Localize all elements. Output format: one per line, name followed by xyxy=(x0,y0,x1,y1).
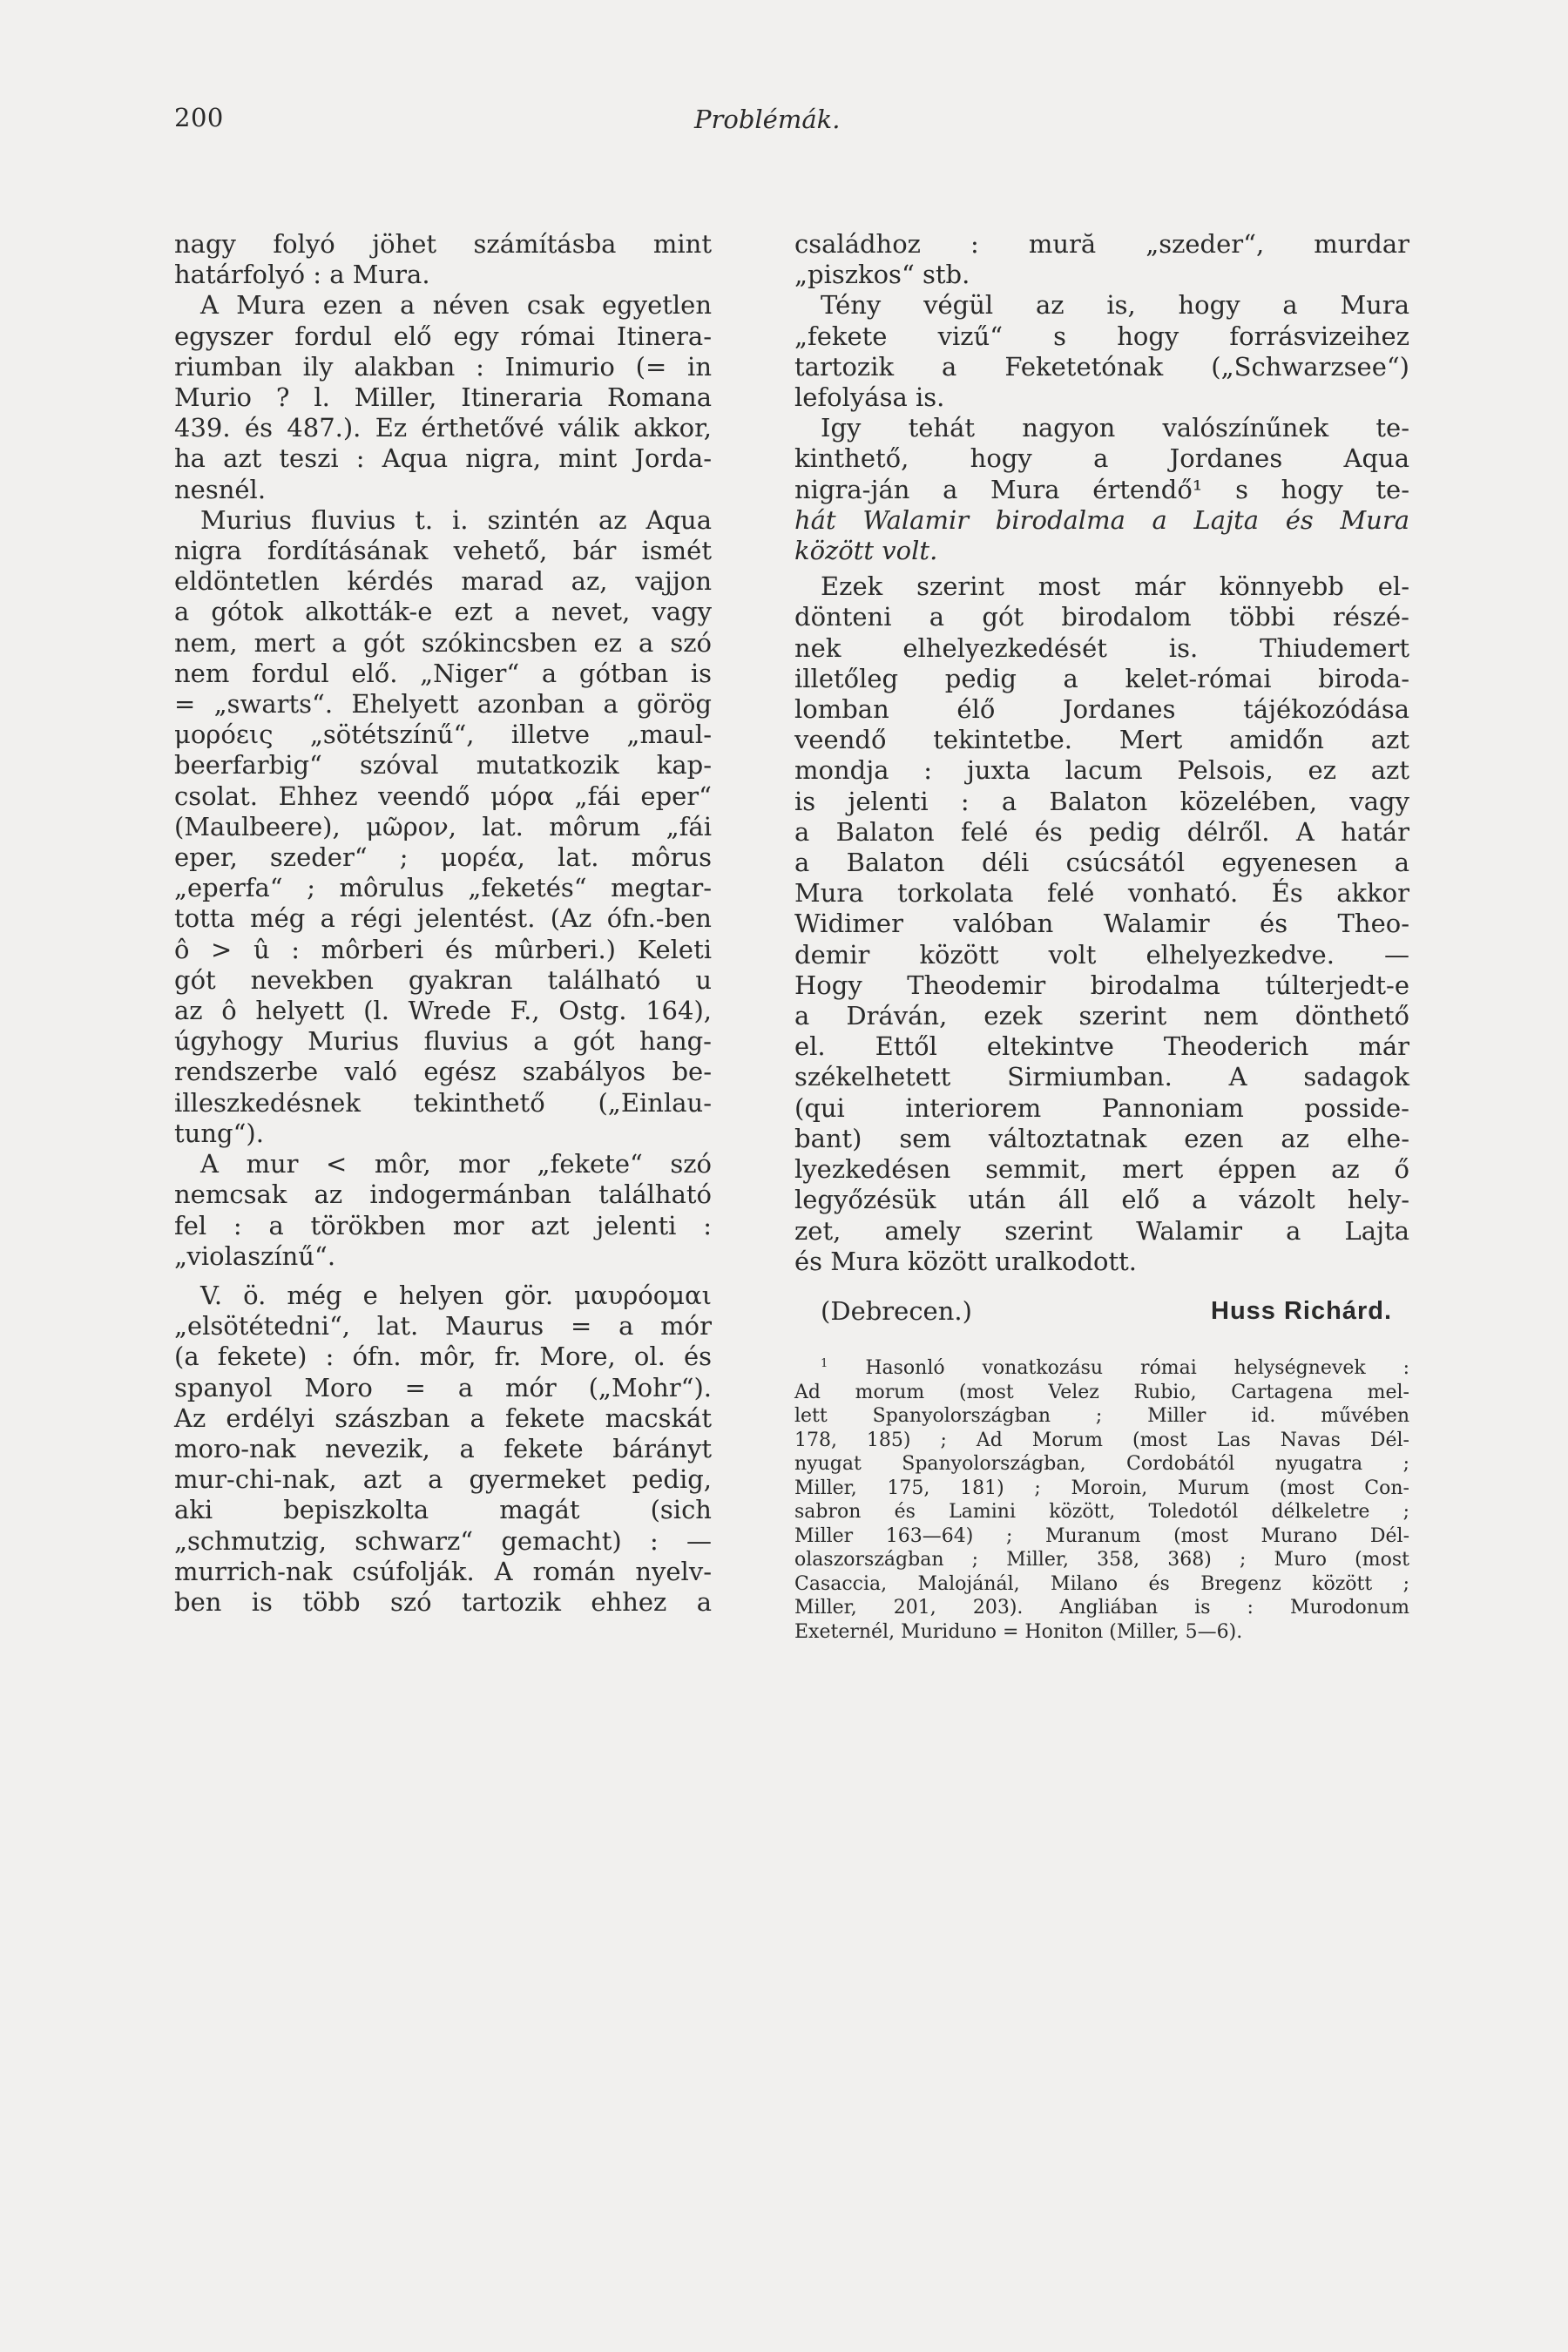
footnote-line: lett Spanyolországban ; Miller id. művében xyxy=(794,1405,1409,1428)
text-line: lefolyása is. xyxy=(794,382,945,413)
footnote xyxy=(794,1356,1409,1644)
text-line: 439. és 487.). Ez érthetővé válik akkor, xyxy=(174,413,712,443)
text-line: „eperfa“ ; môrulus „feketés“ megtar- xyxy=(174,873,712,903)
text-line: a gótok alkották-e ezt a nevet, vagy xyxy=(174,597,712,627)
text-line: is jelenti : a Balaton közelében, vagy xyxy=(794,786,1409,816)
left-column xyxy=(174,229,712,1618)
text-line: Igy tehát nagyon valószínűnek te- xyxy=(821,413,1409,443)
text-line: (Maulbeere), μῶρον, lat. môrum „fái xyxy=(174,811,712,841)
text-line: zet, amely szerint Walamir a Lajta xyxy=(794,1215,1409,1246)
text-line: csolat. Ehhez veendő μόρα „fái eper“ xyxy=(174,781,712,811)
signature-author: Huss Richárd. xyxy=(1211,1296,1392,1325)
footnote-line xyxy=(794,1356,1409,1381)
text-line: Az erdélyi szászban a fekete macskát xyxy=(174,1402,712,1433)
text-line: nagy folyó jöhet számításba mint xyxy=(174,229,712,259)
text-line: nigra fordításának vehető, bár ismét xyxy=(174,536,712,566)
signature xyxy=(794,1296,1409,1327)
text-line: legyőzésük után áll elő a vázolt hely- xyxy=(794,1185,1409,1215)
text-line: = „swarts“. Ehelyett azonban a görög xyxy=(174,689,712,720)
text-line: μορόεις „sötétszínű“, illetve „maul- xyxy=(174,720,712,750)
footnote-line: nyugat Spanyolországban, Cordobától nyugatra ; xyxy=(794,1453,1409,1476)
text-line: a Dráván, ezek szerint nem dönthető xyxy=(794,1001,1409,1031)
text-line: ô > û : môrberi és mûrberi.) Keleti xyxy=(174,934,712,964)
signature-place: (Debrecen.) xyxy=(821,1295,972,1326)
footnote-line: olaszországban ; Miller, 358, 368) ; Muro (most xyxy=(794,1549,1409,1571)
footnote-line: 178, 185) ; Ad Morum (most Las Navas Dél- xyxy=(794,1429,1409,1451)
text-line: „fekete vizű“ s hogy forrásvizeihez xyxy=(794,321,1409,351)
text-line: lomban élő Jordanes tájékozódása xyxy=(794,694,1409,725)
text-line: gót nevekben gyakran található u xyxy=(174,964,712,995)
text-line: moro-nak nevezik, a fekete bárányt xyxy=(174,1433,712,1463)
footnote-line: Miller, 201, 203). Angliában is : Murodonum xyxy=(794,1597,1409,1619)
footnote-line: Ad morum (most Velez Rubio, Cartagena mel- xyxy=(794,1381,1409,1403)
page-header xyxy=(0,103,1568,138)
text-line: hát Walamir birodalma a Lajta és Mura xyxy=(794,504,1409,535)
text-line: „elsötétedni“, lat. Maurus = a mór xyxy=(174,1311,712,1342)
text-line: és Mura között uralkodott. xyxy=(794,1246,1137,1276)
text-line: dönteni a gót birodalom többi részé- xyxy=(794,602,1409,632)
footnote-line: Miller, 175, 181) ; Moroin, Murum (most Con- xyxy=(794,1477,1409,1499)
text-line: ben is több szó tartozik ehhez a xyxy=(174,1586,712,1617)
text-line: eldöntetlen kérdés marad az, vajjon xyxy=(174,566,712,597)
text-line: nem, mert a gót szókincsben ez a szó xyxy=(174,627,712,658)
text-line: a Balaton felé és pedig délről. A határ xyxy=(794,816,1409,847)
text-line: beerfarbig“ szóval mutatkozik kap- xyxy=(174,750,712,781)
text-line: aki bepiszkolta magát (sich xyxy=(174,1495,712,1525)
text-line: eper, szeder“ ; μορέα, lat. môrus xyxy=(174,842,712,873)
running-title: Problémák. xyxy=(694,105,841,134)
text-line: A mur < môr, mor „fekete“ szó xyxy=(200,1149,712,1179)
text-line: Tény végül az is, hogy a Mura xyxy=(821,290,1409,321)
text-line: Widimer valóban Walamir és Theo- xyxy=(794,909,1409,939)
text-line: fel : a törökben mor azt jelenti : xyxy=(174,1210,712,1240)
text-line: murrich-nak csúfolják. A román nyelv- xyxy=(174,1556,712,1586)
text-line: egyszer fordul elő egy római Itinera- xyxy=(174,321,712,351)
footnote-line: Miller 163—64) ; Muranum (most Murano Dél- xyxy=(794,1524,1409,1547)
text-line: totta még a régi jelentést. (Az ófn.-ben xyxy=(174,903,712,934)
text-line: mondja : juxta lacum Pelsois, ez azt xyxy=(794,755,1409,786)
text-line: bant) sem változtatnak ezen az elhe- xyxy=(794,1123,1409,1153)
text-line: riumban ily alakban : Inimurio (= in xyxy=(174,351,712,382)
text-line: (qui interiorem Pannoniam posside- xyxy=(794,1092,1409,1123)
text-line: Mura torkolata felé vonható. És akkor xyxy=(794,878,1409,909)
text-line: A Mura ezen a néven csak egyetlen xyxy=(200,290,712,321)
text-line: nesnél. xyxy=(174,474,267,504)
text-line: Hogy Theodemir birodalma túlterjedt-e xyxy=(794,970,1409,1000)
footnote-line: Casaccia, Malojánál, Milano és Bregenz között ; xyxy=(794,1572,1409,1595)
footnote-line: Exeternél, Muriduno = Honiton (Miller, 5—6). xyxy=(794,1620,1243,1643)
footnote-marker: 1 xyxy=(821,1357,828,1371)
footnote-line: sabron és Lamini között, Toledotól délkeletre ; xyxy=(794,1501,1409,1524)
text-line: az ô helyett (l. Wrede F., Ostg. 164), xyxy=(174,996,712,1026)
text-line: veendő tekintetbe. Mert amidőn azt xyxy=(794,725,1409,755)
text-line: „schmutzig, schwarz“ gemacht) : — xyxy=(174,1525,712,1556)
text-line: Ezek szerint most már könnyebb el- xyxy=(821,571,1409,602)
text-line: el. Ettől eltekintve Theoderich már xyxy=(794,1031,1409,1062)
text-line: V. ö. még e helyen gör. μαυρόομαι xyxy=(200,1280,712,1310)
text-line: székelhetett Sirmiumban. A sadagok xyxy=(794,1062,1409,1092)
text-line: családhoz : mură „szeder“, murdar xyxy=(794,229,1409,259)
text-line: nemcsak az indogermánban található xyxy=(174,1179,712,1210)
text-line: a Balaton déli csúcsától egyenesen a xyxy=(794,848,1409,878)
text-line: (a fekete) : ófn. môr, fr. More, ol. és xyxy=(174,1342,712,1372)
text-line: illeszkedésnek tekinthető („Einlau- xyxy=(174,1087,712,1118)
text-line: Murius fluvius t. i. szintén az Aqua xyxy=(200,504,712,535)
text-line: tartozik a Feketetónak („Schwarzsee“) xyxy=(794,351,1409,382)
text-line: úgyhogy Murius fluvius a gót hang- xyxy=(174,1026,712,1057)
text-line: mur-chi-nak, azt a gyermeket pedig, xyxy=(174,1464,712,1495)
text-line: illetőleg pedig a kelet-római biroda- xyxy=(794,663,1409,693)
text-line: spanyol Moro = a mór („Mohr“). xyxy=(174,1372,712,1402)
text-line: nek elhelyezkedését is. Thiudemert xyxy=(794,632,1409,663)
text-line: nem fordul elő. „Niger“ a gótban is xyxy=(174,658,712,688)
text-line: demir között volt elhelyezkedve. — xyxy=(794,939,1409,970)
text-line: lyezkedésen semmit, mert éppen az ő xyxy=(794,1154,1409,1185)
right-column xyxy=(794,229,1409,1644)
text-line: tung“). xyxy=(174,1118,264,1148)
text-line: „piszkos“ stb. xyxy=(794,260,970,290)
page-number: 200 xyxy=(174,103,224,132)
text-line: között volt. xyxy=(794,536,938,566)
text-line: ha azt teszi : Aqua nigra, mint Jorda- xyxy=(174,443,712,474)
text-line: nigra-ján a Mura értendő¹ s hogy te- xyxy=(794,474,1409,504)
text-line: Murio ? l. Miller, Itineraria Romana xyxy=(174,382,712,413)
text-line: határfolyó : a Mura. xyxy=(174,260,430,290)
text-line: rendszerbe való egész szabályos be- xyxy=(174,1057,712,1087)
text-line: „violaszínű“. xyxy=(174,1240,336,1271)
text-line: kinthető, hogy a Jordanes Aqua xyxy=(794,443,1409,474)
footnote-text: Hasonló vonatkozásu római helységnevek : xyxy=(865,1357,1409,1380)
